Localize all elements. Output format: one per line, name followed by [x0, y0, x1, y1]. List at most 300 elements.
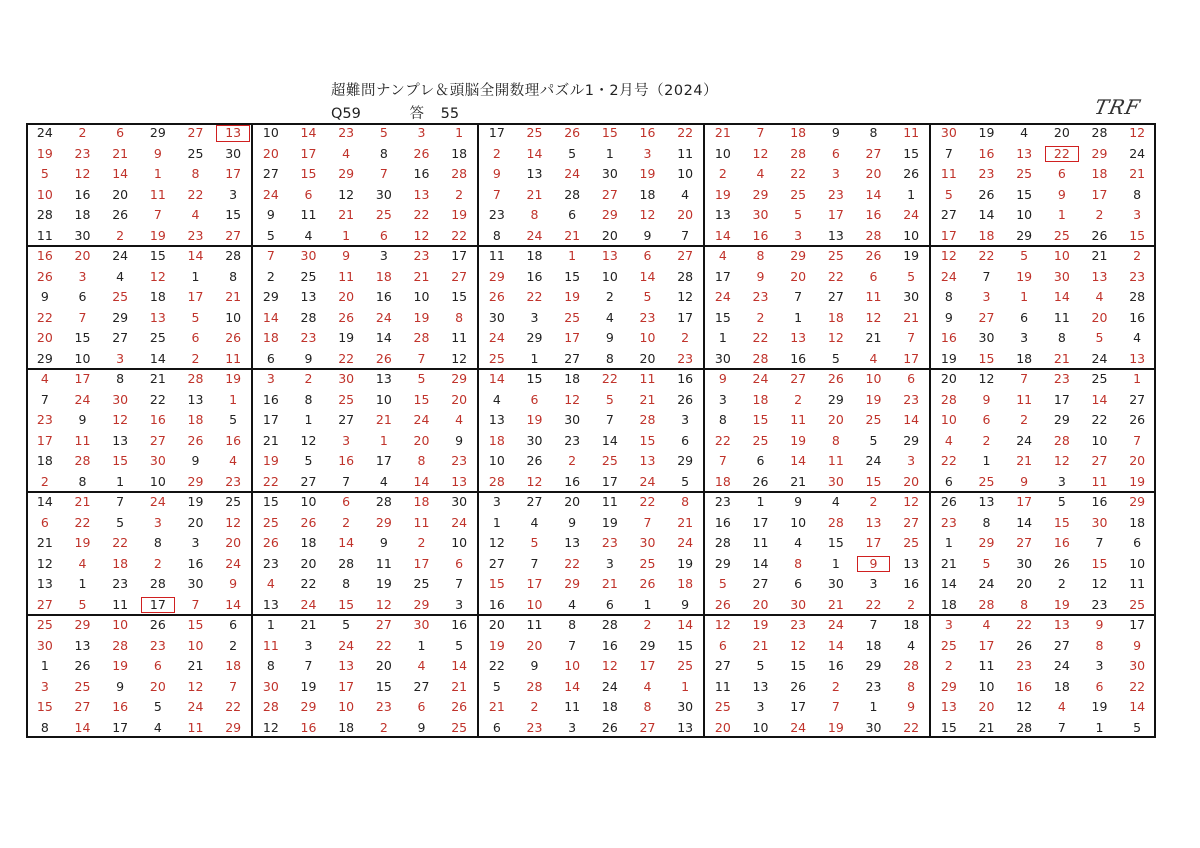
grid-cell: 10 — [187, 637, 204, 653]
grid-cell: 20 — [1091, 309, 1108, 325]
grid-cell: 15 — [601, 125, 618, 140]
grid-cell: 11 — [827, 453, 844, 468]
grid-cell: 24 — [451, 514, 468, 530]
grid-cell: 16 — [1091, 494, 1108, 509]
grid-cell: 13 — [149, 309, 166, 325]
grid-cell: 7 — [756, 125, 765, 140]
grid-cell: 15 — [940, 719, 957, 735]
grid-cell: 27 — [451, 268, 468, 284]
grid-cell: 15 — [187, 617, 204, 632]
grid-cell: 28 — [752, 350, 769, 366]
grid-cell: 4 — [78, 555, 87, 571]
grid-cell: 14 — [338, 535, 355, 550]
grid-cell: 28 — [677, 268, 694, 284]
grid-cell: 25 — [36, 617, 53, 632]
grid-cell: 21 — [1129, 166, 1146, 181]
grid-cell: 29 — [752, 186, 769, 202]
grid-cell: 8 — [681, 494, 690, 509]
grid-cell: 24 — [225, 555, 242, 571]
grid-cell: 5 — [982, 555, 991, 571]
grid-cell: 17 — [601, 473, 618, 489]
grid-cell: 14 — [74, 719, 91, 735]
grid-cell: 29 — [1091, 145, 1108, 161]
grid-cell: 9 — [1020, 473, 1029, 489]
grid-cell: 21 — [1091, 248, 1108, 263]
grid-cell: 22 — [451, 227, 468, 243]
grid-cell: 23 — [752, 289, 769, 304]
grid-cell: 2 — [944, 658, 953, 673]
grid-cell: 20 — [338, 289, 355, 304]
grid-cell: 28 — [262, 699, 279, 714]
grid-cell: 22 — [488, 658, 505, 673]
grid-cell: 8 — [907, 678, 916, 694]
grid-cell: 26 — [827, 371, 844, 386]
grid-cell: 27 — [903, 514, 920, 530]
grid-cell: 8 — [229, 268, 238, 284]
grid-cell: 30 — [488, 309, 505, 325]
grid-cell: 22 — [714, 432, 731, 448]
grid-cell: 12 — [978, 371, 995, 386]
grid-cell: 16 — [488, 596, 505, 612]
grid-cell: 25 — [790, 186, 807, 202]
grid-cell: 7 — [907, 330, 916, 345]
grid-cell: 9 — [1133, 637, 1142, 653]
grid-cell: 1 — [1057, 207, 1066, 222]
grid-cell: 19 — [865, 391, 882, 407]
grid-cell: 25 — [1053, 227, 1070, 243]
grid-cell: 28 — [300, 309, 317, 325]
grid-cell: 11 — [940, 166, 957, 181]
grid-cell: 21 — [112, 145, 129, 161]
grid-cell: 25 — [564, 309, 581, 325]
grid-cell: 7 — [643, 514, 652, 530]
grid-cell: 25 — [451, 719, 468, 735]
grid-cell: 28 — [187, 371, 204, 386]
grid-cell: 8 — [304, 391, 313, 407]
grid-cell: 15 — [526, 371, 543, 386]
grid-cell: 15 — [149, 248, 166, 263]
grid-cell: 26 — [488, 289, 505, 304]
grid-cell: 15 — [564, 268, 581, 284]
grid-cell: 17 — [225, 166, 242, 181]
grid-cell: 8 — [1057, 330, 1066, 345]
grid-cell: 6 — [530, 391, 539, 407]
grid-cell: 2 — [417, 535, 426, 550]
grid-cell: 26 — [413, 145, 430, 161]
grid-cell: 5 — [191, 309, 200, 325]
grid-cell: 22 — [74, 514, 91, 530]
grid-cell: 19 — [36, 145, 53, 161]
grid-cell: 11 — [451, 330, 468, 345]
grid-cell: 5 — [530, 535, 539, 550]
grid-cell: 10 — [225, 309, 242, 325]
grid-cell: 26 — [36, 268, 53, 284]
grid-cell: 17 — [1053, 391, 1070, 407]
grid-cell: 17 — [940, 227, 957, 243]
grid-cell: 24 — [639, 473, 656, 489]
grid-cell: 29 — [903, 432, 920, 448]
grid-cell: 14 — [526, 145, 543, 161]
grid-cell: 3 — [869, 576, 878, 591]
grid-cell: 15 — [36, 699, 53, 714]
grid-cell: 30 — [526, 432, 543, 448]
grid-cell: 9 — [605, 330, 614, 345]
grid-cell: 23 — [827, 186, 844, 202]
grid-cell: 18 — [790, 125, 807, 140]
grid-cell: 20 — [752, 596, 769, 612]
grid-cell: 9 — [907, 699, 916, 714]
grid-cell: 21 — [36, 535, 53, 550]
grid-cell: 29 — [338, 166, 355, 181]
grid-cell: 24 — [526, 227, 543, 243]
grid-cell: 22 — [1016, 617, 1033, 632]
grid-cell: 7 — [379, 166, 388, 181]
grid-cell: 26 — [112, 207, 129, 222]
grid-cell: 22 — [752, 330, 769, 345]
grid-cell: 20 — [1129, 453, 1146, 468]
grid-cell: 23 — [526, 719, 543, 735]
grid-cell: 9 — [643, 227, 652, 243]
grid-cell: 29 — [978, 535, 995, 550]
grid-cell: 25 — [300, 268, 317, 284]
grid-cell: 10 — [601, 268, 618, 284]
grid-cell: 4 — [530, 514, 539, 530]
grid-cell: 18 — [714, 473, 731, 489]
grid-cell: 21 — [752, 637, 769, 653]
grid-cell: 4 — [568, 596, 577, 612]
grid-cell: 27 — [564, 350, 581, 366]
grid-cell: 30 — [865, 719, 882, 735]
grid-cell: 13 — [413, 186, 430, 202]
grid-cell: 22 — [677, 125, 694, 140]
grid-cell: 13 — [451, 473, 468, 489]
grid-cell: 24 — [74, 391, 91, 407]
grid-cell: 29 — [112, 309, 129, 325]
grid-cell: 2 — [643, 617, 652, 632]
grid-cell: 10 — [752, 719, 769, 735]
grid-cell: 8 — [869, 125, 878, 140]
grid-cell: 15 — [300, 166, 317, 181]
grid-cell: 27 — [488, 555, 505, 571]
grid-cell: 22 — [149, 391, 166, 407]
grid-cell: 12 — [639, 207, 656, 222]
grid-cell: 11 — [413, 514, 430, 530]
grid-cell: 14 — [112, 166, 129, 181]
grid-cell: 28 — [940, 391, 957, 407]
grid-cell: 6 — [342, 494, 351, 509]
grid-cell: 2 — [153, 555, 162, 571]
grid-cell: 29 — [36, 350, 53, 366]
grid-cell: 28 — [1053, 432, 1070, 448]
grid-cell: 17 — [1016, 494, 1033, 509]
grid-cell: 13 — [827, 227, 844, 243]
grid-cell: 19 — [1129, 473, 1146, 489]
grid-cell: 25 — [978, 473, 995, 489]
grid-cell: 10 — [714, 145, 731, 161]
grid-cell: 23 — [112, 576, 129, 591]
grid-cell: 23 — [1053, 371, 1070, 386]
grid-cell: 18 — [677, 576, 694, 591]
grid-cell: 21 — [978, 719, 995, 735]
grid-cell: 19 — [262, 453, 279, 468]
grid-cell: 23 — [639, 309, 656, 325]
grid-cell: 12 — [112, 412, 129, 427]
grid-cell: 6 — [40, 514, 49, 530]
question-number: Q59 — [331, 106, 361, 122]
grid-cell: 10 — [262, 125, 279, 140]
grid-cell: 4 — [1020, 125, 1029, 140]
grid-cell: 9 — [116, 678, 125, 694]
grid-cell: 26 — [225, 330, 242, 345]
grid-cell: 20 — [827, 412, 844, 427]
grid-cell: 30 — [262, 678, 279, 694]
grid-cell: 16 — [677, 371, 694, 386]
grid-cell: 1 — [1095, 719, 1104, 735]
grid-cell: 5 — [1057, 494, 1066, 509]
grid-cell: 5 — [681, 473, 690, 489]
grid-cell: 5 — [869, 432, 878, 448]
grid-cell: 20 — [903, 473, 920, 489]
grid-cell: 28 — [639, 412, 656, 427]
grid-cell: 1 — [379, 432, 388, 448]
answer-value: 55 — [440, 106, 460, 122]
grid-cell: 3 — [266, 371, 275, 386]
grid-cell: 5 — [831, 350, 840, 366]
grid-cell: 20 — [375, 658, 392, 673]
grid-cell: 30 — [903, 289, 920, 304]
grid-cell: 18 — [865, 637, 882, 653]
grid-cell: 21 — [413, 268, 430, 284]
grid-cell: 5 — [1133, 719, 1142, 735]
grid-cell: 16 — [74, 186, 91, 202]
grid-cell: 29 — [865, 658, 882, 673]
grid-cell: 10 — [1091, 432, 1108, 448]
grid-cell: 24 — [564, 166, 581, 181]
grid-cell: 18 — [74, 207, 91, 222]
grid-cell: 9 — [492, 166, 501, 181]
grid-cell: 20 — [112, 186, 129, 202]
grid-cell: 12 — [338, 186, 355, 202]
grid-cell: 7 — [153, 207, 162, 222]
grid-cell: 7 — [417, 350, 426, 366]
grid-cell: 26 — [714, 596, 731, 612]
grid-cell: 20 — [451, 391, 468, 407]
grid-cell: 23 — [74, 145, 91, 161]
grid-cell: 24 — [187, 699, 204, 714]
grid-cell: 16 — [36, 248, 53, 263]
grid-cell: 23 — [601, 535, 618, 550]
grid-cell: 25 — [338, 391, 355, 407]
grid-cell: 7 — [342, 473, 351, 489]
grid-cell: 4 — [643, 678, 652, 694]
answer-label: 答 — [409, 106, 424, 122]
grid-cell: 9 — [756, 268, 765, 284]
grid-cell: 23 — [338, 125, 355, 140]
grid-cell: 8 — [944, 289, 953, 304]
grid-cell: 1 — [907, 186, 916, 202]
grid-cell: 12 — [865, 309, 882, 325]
grid-cell: 19 — [752, 617, 769, 632]
grid-cell: 22 — [601, 371, 618, 386]
grid-cell: 18 — [413, 494, 430, 509]
grid-cell: 24 — [827, 617, 844, 632]
grid-cell: 25 — [903, 535, 920, 550]
grid-cell: 17 — [413, 555, 430, 571]
grid-cell: 6 — [907, 371, 916, 386]
grid-cell: 2 — [530, 699, 539, 714]
grid-cell: 21 — [375, 412, 392, 427]
grid-cell: 23 — [451, 453, 468, 468]
grid-cell: 19 — [375, 576, 392, 591]
grid-cell: 7 — [530, 555, 539, 571]
grid-cell: 11 — [262, 637, 279, 653]
grid-cell: 30 — [451, 494, 468, 509]
grid-cell: 25 — [413, 576, 430, 591]
grid-cell: 17 — [187, 289, 204, 304]
grid-cell: 11 — [865, 289, 882, 304]
signature: TRF — [1092, 95, 1143, 119]
grid-cell: 27 — [1053, 637, 1070, 653]
grid-cell: 7 — [718, 453, 727, 468]
grid-cell: 25 — [187, 145, 204, 161]
grid-cell: 2 — [191, 350, 200, 366]
grid-cell: 29 — [601, 207, 618, 222]
grid-cell: 14 — [865, 186, 882, 202]
grid-cell: 2 — [266, 268, 275, 284]
grid-cell: 25 — [225, 494, 242, 509]
grid-cell: 1 — [1133, 371, 1142, 386]
grid-cell: 24 — [677, 535, 694, 550]
grid-cell: 4 — [342, 145, 351, 161]
grid-cell: 18 — [225, 658, 242, 673]
grid-cell: 5 — [756, 658, 765, 673]
grid-cell: 19 — [413, 309, 430, 325]
grid-cell: 23 — [903, 391, 920, 407]
grid-cell: 13 — [74, 637, 91, 653]
grid-cell: 29 — [827, 391, 844, 407]
grid-cell: 5 — [417, 371, 426, 386]
grid-cell: 11 — [112, 596, 129, 612]
grid-cell: 8 — [794, 555, 803, 571]
grid-cell: 20 — [978, 699, 995, 714]
grid-cell: 8 — [643, 699, 652, 714]
grid-cell: 24 — [36, 125, 53, 140]
grid-cell: 14 — [375, 330, 392, 345]
grid-cell: 8 — [379, 145, 388, 161]
grid-cell: 18 — [1053, 678, 1070, 694]
grid-cell: 1 — [304, 412, 313, 427]
grid-cell: 24 — [262, 186, 279, 202]
grid-cell: 27 — [225, 227, 242, 243]
grid-cell: 6 — [417, 699, 426, 714]
grid-cell: 22 — [790, 166, 807, 181]
grid-cell: 22 — [375, 637, 392, 653]
grid-cell: 4 — [40, 371, 49, 386]
grid-cell: 27 — [1016, 535, 1033, 550]
grid-cell: 27 — [827, 289, 844, 304]
grid-cell: 12 — [940, 248, 957, 263]
grid-cell: 12 — [36, 555, 53, 571]
grid-cell: 6 — [455, 555, 464, 571]
grid-cell: 13 — [526, 166, 543, 181]
grid-cell: 5 — [455, 637, 464, 653]
grid-cell: 26 — [978, 186, 995, 202]
grid-cell: 9 — [944, 309, 953, 325]
grid-cell: 2 — [1095, 207, 1104, 222]
grid-cell: 8 — [78, 473, 87, 489]
grid-cell: 25 — [940, 637, 957, 653]
grid-cell: 25 — [601, 453, 618, 468]
grid-cell: 27 — [752, 576, 769, 591]
grid-cell: 11 — [677, 145, 694, 161]
grid-cell: 3 — [643, 145, 652, 161]
grid-cell: 6 — [153, 658, 162, 673]
grid-cell: 20 — [1016, 576, 1033, 591]
grid-cell: 16 — [112, 699, 129, 714]
grid-cell: 23 — [413, 248, 430, 263]
grid-cell: 23 — [940, 514, 957, 530]
grid-cell: 28 — [149, 576, 166, 591]
grid-cell: 6 — [1020, 309, 1029, 325]
grid-cell: 16 — [639, 125, 656, 140]
grid-cell: 24 — [413, 412, 430, 427]
grid-cell: 18 — [978, 227, 995, 243]
grid-cell: 15 — [752, 412, 769, 427]
grid-cell: 6 — [568, 207, 577, 222]
grid-cell: 3 — [40, 678, 49, 694]
grid-cell: 18 — [187, 412, 204, 427]
grid-cell: 29 — [225, 719, 242, 735]
grid-cell: 2 — [40, 473, 49, 489]
grid-cell: 19 — [338, 330, 355, 345]
grid-cell: 24 — [752, 371, 769, 386]
grid-cell: 1 — [116, 473, 125, 489]
grid-cell: 16 — [903, 576, 920, 591]
grid-cell: 22 — [1043, 144, 1081, 165]
grid-cell: 22 — [187, 186, 204, 202]
grid-cell: 15 — [488, 576, 505, 591]
grid-cell: 16 — [978, 145, 995, 161]
grid-cell: 29 — [488, 268, 505, 284]
grid-cell: 30 — [940, 125, 957, 140]
grid-cell: 15 — [714, 309, 731, 325]
grid-cell: 9 — [1095, 617, 1104, 632]
grid-cell: 17 — [451, 248, 468, 263]
grid-cell: 11 — [375, 555, 392, 571]
grid-cell: 26 — [752, 473, 769, 489]
grid-cell: 20 — [74, 248, 91, 263]
grid-cell: 30 — [790, 596, 807, 612]
grid-cell: 9 — [530, 658, 539, 673]
grid-cell: 7 — [78, 309, 87, 325]
grid-cell: 6 — [982, 412, 991, 427]
grid-cell: 24 — [940, 268, 957, 284]
grid-cell: 14 — [752, 555, 769, 571]
grid-cell: 25 — [677, 658, 694, 673]
grid-cell: 10 — [1053, 248, 1070, 263]
grid-cell: 18 — [36, 453, 53, 468]
grid-cell: 9 — [78, 412, 87, 427]
grid-cell: 1 — [944, 535, 953, 550]
grid-cell: 16 — [940, 330, 957, 345]
grid-cell: 11 — [187, 719, 204, 735]
grid-cell: 21 — [338, 207, 355, 222]
grid-cell: 2 — [907, 596, 916, 612]
grid-cell: 29 — [639, 637, 656, 653]
grid-cell: 16 — [262, 391, 279, 407]
grid-cell: 22 — [903, 719, 920, 735]
grid-cell: 24 — [978, 576, 995, 591]
